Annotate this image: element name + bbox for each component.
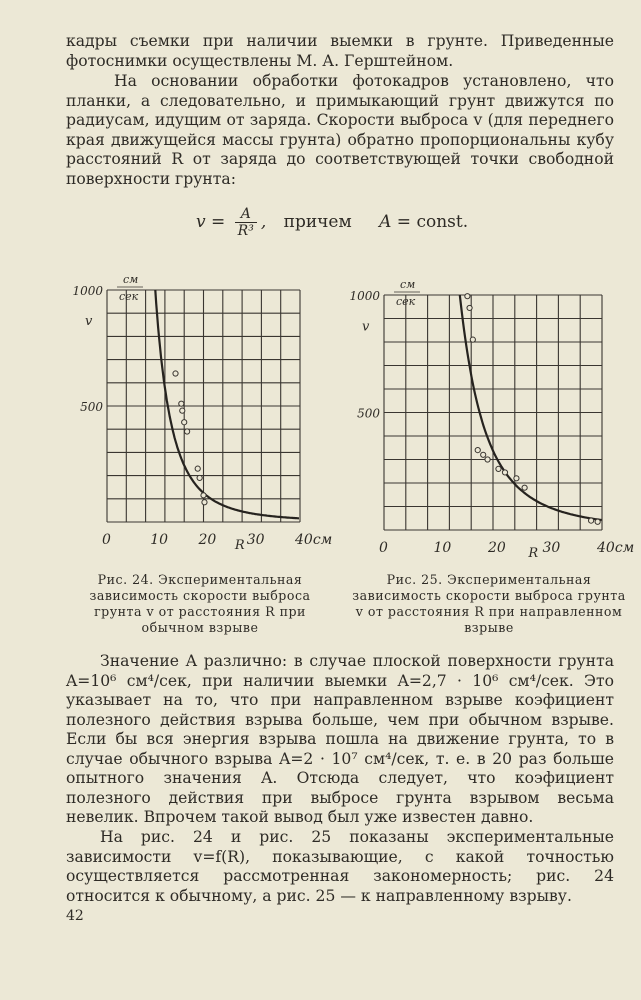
paragraph-1: кадры съемки при наличии выемки в грунте. Приведенные фотоснимки осуществлены М. А. Герштейном.: [66, 32, 614, 70]
data-point: [173, 371, 178, 376]
data-point: [467, 305, 472, 310]
data-point: [182, 420, 187, 425]
data-point: [485, 457, 490, 462]
page-number: 42: [66, 908, 84, 924]
data-point: [195, 466, 200, 471]
data-point: [201, 493, 206, 498]
data-point: [502, 470, 507, 475]
x-tick-label: 20: [488, 540, 506, 556]
data-point: [514, 476, 519, 481]
formula-comma: ,: [260, 212, 267, 232]
y-tick-label: 500: [80, 400, 103, 414]
x-tick-label: 10: [433, 540, 452, 556]
formula-lhs: v =: [196, 212, 226, 232]
figure-25-chart: [344, 268, 634, 563]
x-tick-label: 40см: [597, 540, 634, 556]
data-point: [179, 401, 184, 406]
data-point: [470, 337, 475, 342]
y-unit-numerator: см: [400, 278, 416, 291]
paragraph-4: На рис. 24 и рис. 25 показаны экспериментальные зависимости v=f(R), показывающие, с какой точностью осуществляется рассмотренная закономерность; рис. 24 относится к обычному, а рис. 25 — к направленному взрыву.: [66, 828, 614, 905]
data-point: [202, 500, 207, 505]
y-axis-label: v: [362, 319, 370, 335]
x-tick-label: 0: [379, 540, 388, 556]
formula-numerator: A: [235, 206, 257, 223]
x-axis-label: R: [528, 546, 539, 561]
y-tick-label: 1000: [349, 289, 380, 303]
x-tick-label: 10: [150, 532, 169, 548]
data-point: [522, 485, 527, 490]
data-point: [465, 294, 470, 299]
formula-rhs-val: const.: [416, 212, 469, 232]
x-axis-label: R: [234, 538, 245, 553]
y-tick-label: 500: [357, 406, 380, 421]
x-tick-label: 20: [198, 532, 217, 548]
data-point: [589, 518, 594, 523]
paragraph-2: На основании обработки фотокадров установлено, что планки, а следовательно, и примыкающий грунт движутся по радиусам, идущим от заряда. Скорости выброса v (для переднего края движущейся массы грунта) обратно пропорциональны кубу расстояний R от заряда до соответствующей точки свободной поверхности грунта:: [66, 72, 614, 188]
data-point: [184, 429, 189, 434]
x-tick-label: 0: [102, 532, 111, 548]
data-point: [180, 408, 185, 413]
figure-24-chart: [72, 268, 340, 558]
data-point: [481, 452, 486, 457]
formula-fraction: [235, 206, 257, 239]
x-tick-label: 30: [246, 532, 265, 548]
formula-rhs-var: A =: [379, 212, 412, 232]
y-unit-numerator: см: [123, 273, 139, 286]
fit-curve: [155, 290, 299, 518]
formula: [196, 206, 468, 239]
figure-25-caption: Рис. 25. Экспериментальная зависимость скорости выброса грунта v от расстояния R при направленном взрыве: [352, 572, 626, 635]
data-point: [197, 475, 202, 480]
data-point: [475, 448, 480, 453]
y-tick-label: 1000: [72, 284, 103, 298]
y-unit-denominator: сек: [396, 295, 416, 308]
formula-denominator: R³: [237, 223, 254, 239]
data-point: [595, 519, 600, 524]
paragraph-3: Значение A различно: в случае плоской поверхности грунта A=10⁶ см⁴/сек, при наличии выемки A=2,7 · 10⁶ см⁴/сек. Это указывает на то, что при направленном взрыве коэфициент полезного действия взрыва больше, чем при обычном взрыве. Если бы вся энергия взрыва пошла на движение грунта, то в случае обычного взрыва A=2 · 10⁷ см⁴/сек, т. е. в 20 раз больше опытного значения A. Отсюда следует, что коэфициент полезного действия при выбросе грунта взрывом весьма невелик. Впрочем такой вывод был уже известен давно.: [66, 652, 614, 826]
y-unit-denominator: сек: [119, 290, 139, 303]
y-axis-label: v: [85, 313, 93, 329]
x-tick-label: 40см: [295, 532, 333, 548]
data-point: [496, 466, 501, 471]
figure-24-caption: Рис. 24. Экспериментальная зависимость скорости выброса грунта v от расстояния R при обычном взрыве: [89, 572, 311, 635]
x-tick-label: 30: [542, 540, 561, 556]
formula-word: причем: [283, 212, 352, 232]
